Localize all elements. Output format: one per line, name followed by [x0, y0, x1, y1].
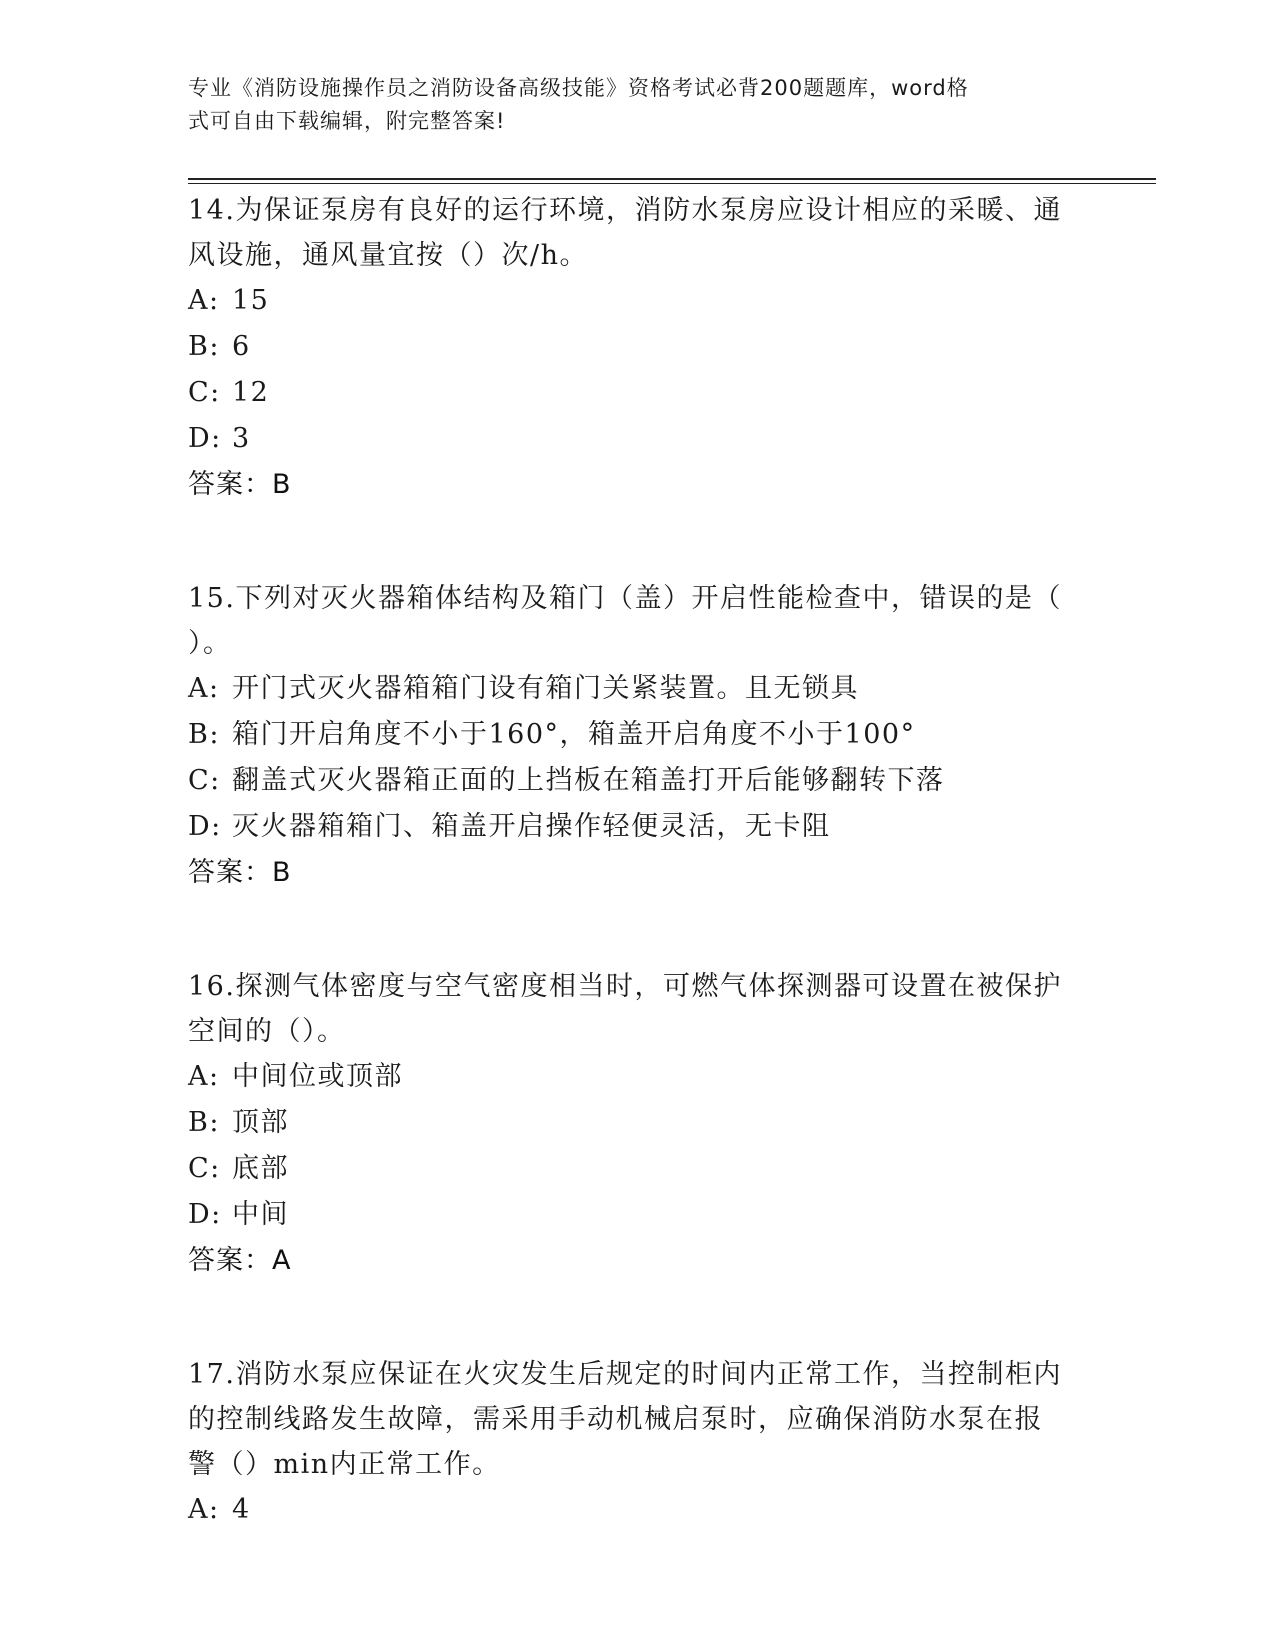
- option-b: [188, 1100, 1088, 1146]
- option-text: 翻盖式灭火器箱正面的上挡板在箱盖打开后能够翻转下落: [232, 765, 945, 796]
- option-b: [188, 324, 1088, 370]
- question-14: [188, 188, 1088, 508]
- question-16: [188, 964, 1088, 1284]
- option-key: D:: [188, 1199, 222, 1230]
- option-key: A:: [188, 673, 220, 704]
- option-text: 底部: [232, 1153, 289, 1184]
- option-text: 3: [232, 423, 251, 454]
- question-stem-line: ）。: [188, 628, 232, 659]
- option-key: B:: [188, 1107, 220, 1138]
- option-key: A:: [188, 285, 220, 316]
- option-d: [188, 1192, 1088, 1238]
- option-key: C:: [188, 1153, 221, 1184]
- option-c: [188, 370, 1088, 416]
- header-title-line-1: 专业《消防设施操作员之消防设备高级技能》资格考试必背200题题库，word格: [188, 76, 969, 100]
- option-key: B:: [188, 331, 220, 362]
- option-d: [188, 804, 1088, 850]
- header-divider-thin: [188, 183, 1156, 184]
- question-stem-line: 的控制线路发生故障，需采用手动机械启泵时，应确保消防水泵在报: [188, 1404, 1043, 1435]
- option-d: [188, 416, 1088, 462]
- option-a: [188, 1487, 1088, 1533]
- question-17: [188, 1352, 1088, 1533]
- question-stem-line: 警（）min内正常工作。: [188, 1449, 501, 1480]
- option-text: 15: [232, 285, 270, 316]
- option-key: A:: [188, 1494, 220, 1525]
- option-text: 开门式灭火器箱箱门设有箱门关紧装置。且无锁具: [232, 673, 859, 704]
- option-key: A:: [188, 1061, 220, 1092]
- option-text: 12: [232, 377, 270, 408]
- option-text: 顶部: [232, 1107, 289, 1138]
- question-stem: [188, 964, 1088, 1054]
- question-stem: [188, 576, 1088, 666]
- option-key: B:: [188, 719, 220, 750]
- question-stem-line: 空间的（）。: [188, 1016, 346, 1047]
- option-key: C:: [188, 377, 221, 408]
- option-text: 灭火器箱箱门、箱盖开启操作轻便灵活，无卡阻: [232, 811, 831, 842]
- question-stem-line: 风设施，通风量宜按（）次/h。: [188, 240, 588, 271]
- question-stem: [188, 1352, 1088, 1487]
- option-text: 6: [232, 331, 251, 362]
- option-text: 中间位或顶部: [232, 1061, 403, 1092]
- question-15: [188, 576, 1088, 896]
- option-c: [188, 758, 1088, 804]
- option-text: 中间: [232, 1199, 289, 1230]
- option-a: [188, 1054, 1088, 1100]
- option-b: [188, 712, 1088, 758]
- question-list: [188, 188, 1088, 1533]
- answer-line: 答案：A: [188, 1245, 292, 1276]
- question-stem: [188, 188, 1088, 278]
- option-a: [188, 666, 1088, 712]
- option-text: 箱门开启角度不小于160°，箱盖开启角度不小于100°: [232, 719, 916, 750]
- header-title-line-2: 式可自由下载编辑，附完整答案!: [188, 109, 506, 133]
- option-key: D:: [188, 811, 222, 842]
- answer-line: 答案：B: [188, 857, 292, 888]
- option-text: 4: [232, 1494, 251, 1525]
- option-a: [188, 278, 1088, 324]
- option-c: [188, 1146, 1088, 1192]
- header-divider-thick: [188, 178, 1156, 180]
- question-stem-line: 16.探测气体密度与空气密度相当时，可燃气体探测器可设置在被保护: [188, 971, 1062, 1002]
- question-stem-line: 15.下列对灭火器箱体结构及箱门（盖）开启性能检查中，错误的是（: [188, 583, 1062, 614]
- option-key: D:: [188, 423, 222, 454]
- answer-line: 答案：B: [188, 469, 292, 500]
- document-header: [188, 72, 1068, 138]
- option-key: C:: [188, 765, 221, 796]
- question-stem-line: 17.消防水泵应保证在火灾发生后规定的时间内正常工作，当控制柜内: [188, 1359, 1062, 1390]
- question-stem-line: 14.为保证泵房有良好的运行环境，消防水泵房应设计相应的采暖、通: [188, 195, 1062, 226]
